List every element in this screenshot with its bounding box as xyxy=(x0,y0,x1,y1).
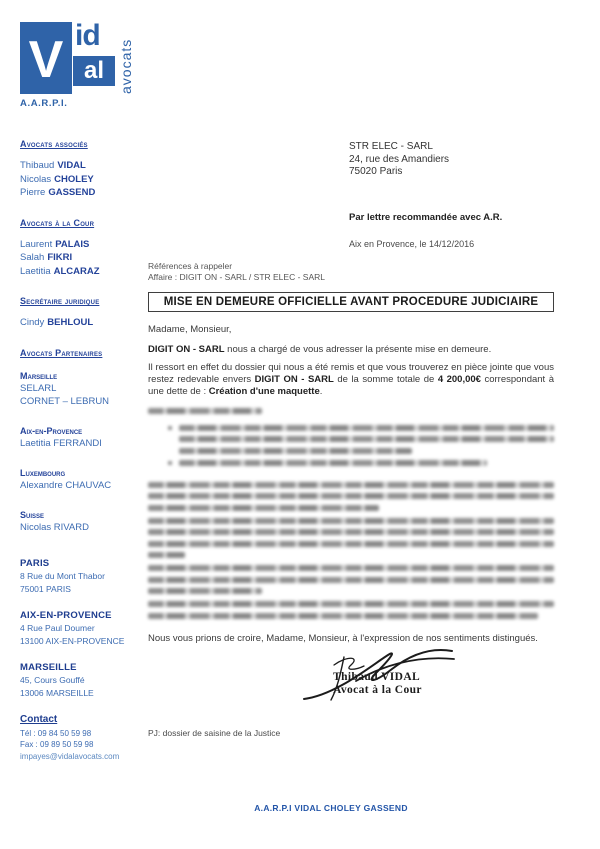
document-footer: A.A.R.P.I VIDAL CHOLEY GASSEND xyxy=(254,802,408,813)
office-address-line: 13100 AIX-EN-PROVENCE xyxy=(20,635,125,646)
person: Pierre GASSEND xyxy=(20,187,96,198)
recipient-name: STR ELEC - SARL xyxy=(349,141,433,152)
sidebar-group-avocats-a-la-cour xyxy=(20,218,142,279)
contact-fax: Fax : 09 89 50 59 98 xyxy=(20,740,94,749)
firm-logo xyxy=(20,19,142,109)
partner-city: Suisse xyxy=(20,509,45,520)
office-city: AIX-EN-PROVENCE xyxy=(20,609,112,621)
partner-line: CORNET – LEBRUN xyxy=(20,395,110,407)
office-address-line: 45, Cours Gouffé xyxy=(20,674,85,685)
person: Salah FIKRI xyxy=(20,252,73,263)
paragraph-2: Il ressort en effet du dossier qui nous a été remis et que vous trouverez en pièce jointe que vous restez redevable envers DIGIT ON - SARL de la somme totale de 4 200,00€ correspondant à une dette de : Création d'une maquette. xyxy=(148,361,554,397)
group-header: Avocats Partenaires xyxy=(20,347,103,358)
person: Laetitia ALCARAZ xyxy=(20,265,100,277)
logo-middle-column xyxy=(73,19,115,94)
redacted-paragraph xyxy=(148,601,554,619)
person: Thibaud VIDAL xyxy=(20,160,86,171)
bullet-icon xyxy=(168,461,172,465)
redacted-paragraph xyxy=(148,565,554,594)
case-reference: Affaire : DIGIT ON - SARL / STR ELEC - SARL xyxy=(148,272,325,282)
partner-suisse xyxy=(20,509,142,534)
recipient-street: 24, rue des Amandiers xyxy=(349,153,450,165)
group-header: Avocats associés xyxy=(20,139,88,149)
logo-letters-id: id xyxy=(75,19,100,52)
sidebar-group-avocats-associes xyxy=(20,139,142,200)
contact-phone: Tél : 09 84 50 59 98 xyxy=(20,728,92,738)
office-address-line: 75001 PARIS xyxy=(20,583,71,594)
office-aix-en-provence xyxy=(20,610,142,648)
recipient-address xyxy=(349,141,554,179)
office-address-line: 8 Rue du Mont Thabor xyxy=(20,570,105,581)
letterhead-sidebar xyxy=(20,19,142,762)
references-label: Références à rappeler xyxy=(148,260,233,271)
redacted-paragraph xyxy=(148,518,554,559)
office-paris xyxy=(20,558,142,596)
office-city: PARIS xyxy=(20,557,50,569)
group-header: Avocats à la Cour xyxy=(20,217,95,228)
contact-header: Contact xyxy=(20,713,58,725)
partner-city: Aix-en-Provence xyxy=(20,425,83,436)
redacted-bullet-list xyxy=(168,425,554,472)
partner-city: Marseille xyxy=(20,370,58,381)
contact-email: impayes@vidalavocats.com xyxy=(20,751,120,761)
office-address-line: 13006 MARSEILLE xyxy=(20,687,94,698)
paragraph-1: DIGIT ON - SARL nous a chargé de vous adresser la présente mise en demeure. xyxy=(148,343,492,355)
signature-block xyxy=(148,651,554,715)
sidebar-group-avocats-partenaires xyxy=(20,348,142,358)
references-block xyxy=(148,261,554,284)
group-header: Secrétaire juridique xyxy=(20,296,100,306)
office-addresses xyxy=(20,558,142,700)
delivery-method: Par lettre recommandée avec A.R. xyxy=(349,211,503,223)
logo-avocats-vertical-text: avocats xyxy=(118,38,134,94)
person: Nicolas CHOLEY xyxy=(20,173,94,185)
logo-v-block xyxy=(20,22,72,94)
redacted-bullet-item xyxy=(168,460,554,472)
closing-formula: Nous vous prions de croire, Madame, Monsieur, à l'expression de nos sentiments distingués. xyxy=(148,632,538,644)
partner-aix-en-provence xyxy=(20,425,142,450)
signer-title: Avocat à la Cour xyxy=(333,684,422,696)
date-line: Aix en Provence, le 14/12/2016 xyxy=(349,238,475,249)
contact-block xyxy=(20,714,142,763)
logo-letter-v: V xyxy=(28,31,64,89)
person: Cindy BEHLOUL xyxy=(20,317,94,328)
logo-mark xyxy=(20,19,142,94)
office-address-line: 4 Rue Paul Doumer xyxy=(20,622,95,633)
partner-line: Alexandre CHAUVAC xyxy=(20,479,112,491)
office-marseille xyxy=(20,662,142,700)
person: Laurent PALAIS xyxy=(20,238,90,250)
office-city: MARSEILLE xyxy=(20,661,77,673)
logo-aarpi-label: A.A.R.P.I. xyxy=(20,98,68,109)
signer-name: Thibaud VIDAL xyxy=(333,670,421,683)
salutation: Madame, Monsieur, xyxy=(148,323,232,335)
partner-marseille xyxy=(20,370,142,408)
redacted-intro-line xyxy=(148,408,554,414)
sidebar-group-secretaire-juridique xyxy=(20,296,142,330)
letter-body xyxy=(148,0,554,814)
redacted-bullet-item xyxy=(168,425,554,460)
partner-city: Luxembourg xyxy=(20,467,66,478)
recipient-city: 75020 Paris xyxy=(349,166,403,177)
bullet-icon xyxy=(168,426,172,430)
partner-luxembourg xyxy=(20,467,142,492)
logo-letters-al: al xyxy=(83,57,104,84)
letter-title: MISE EN DEMEURE OFFICIELLE AVANT PROCEDURE JUDICIAIRE xyxy=(148,292,554,312)
partner-line: Nicolas RIVARD xyxy=(20,521,89,533)
partner-line: SELARL xyxy=(20,382,57,394)
signer-identity xyxy=(333,671,422,698)
attachment-note: PJ: dossier de saisine de la Justice xyxy=(148,727,281,738)
redacted-paragraph xyxy=(148,482,554,511)
logo-al-block xyxy=(73,56,115,86)
partner-line: Laetitia FERRANDI xyxy=(20,437,102,449)
